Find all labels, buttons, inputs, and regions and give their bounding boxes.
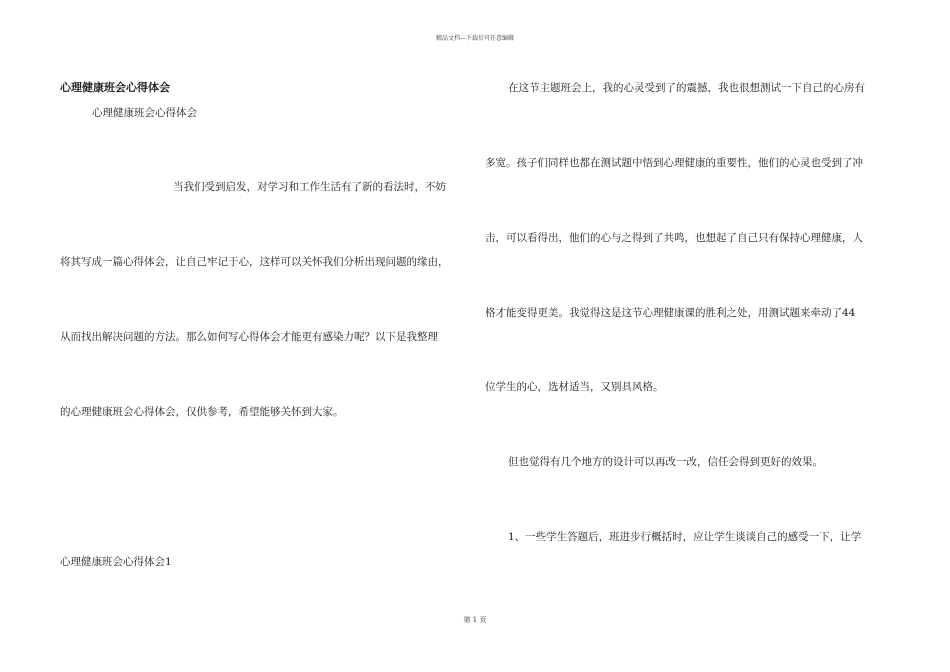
document-subtitle: 心理健康班会心得体会 [92,107,197,119]
intro-line-3: 从而找出解决问题的方法。那么如何写心得体会才能更有感染力呢？以下是我整理 [60,331,438,343]
body-line-2: 多宽。孩子们同样也都在测试题中悟到心理健康的重要性，他们的心灵也受到了冲 [485,157,863,169]
page-footer: 第 1 页 [463,616,487,624]
document-title: 心理健康班会心得体会 [60,81,170,94]
intro-line-2: 将其写成一篇心得体会，让自己牢记于心，这样可以关怀我们分析出现问题的缘由， [60,256,449,268]
body-line-1: 在这节主题班会上，我的心灵受到了的震撼，我也很想测试一下自己的心房有 [508,82,865,94]
body-line-3: 击，可以看得出，他们的心与之得到了共鸣，也想起了自己只有保持心理健康，人 [485,232,863,244]
body-line-4: 格才能变得更美。我觉得这是这节心理健康课的胜利之处，用测试题来牵动了44 [485,307,856,319]
intro-line-1: 当我们受到启发，对学习和工作生活有了新的看法时，不妨 [173,181,446,193]
intro-line-4: 的心理健康班会心得体会，仅供参考，希望能够关怀到大家。 [60,406,344,418]
body-line-6: 但也觉得有几个地方的设计可以再改一改，信任会得到更好的效果。 [508,456,823,468]
body-line-5: 位学生的心，选材适当，又别具风格。 [485,381,664,393]
body-line-7: 1、一些学生答题后，班进步行概括时，应让学生谈谈自己的感受一下，让学 [508,531,862,543]
section-heading: 心理健康班会心得体会1 [60,556,172,568]
page-header: 精品文档---下载后可任意编辑 [435,35,515,42]
